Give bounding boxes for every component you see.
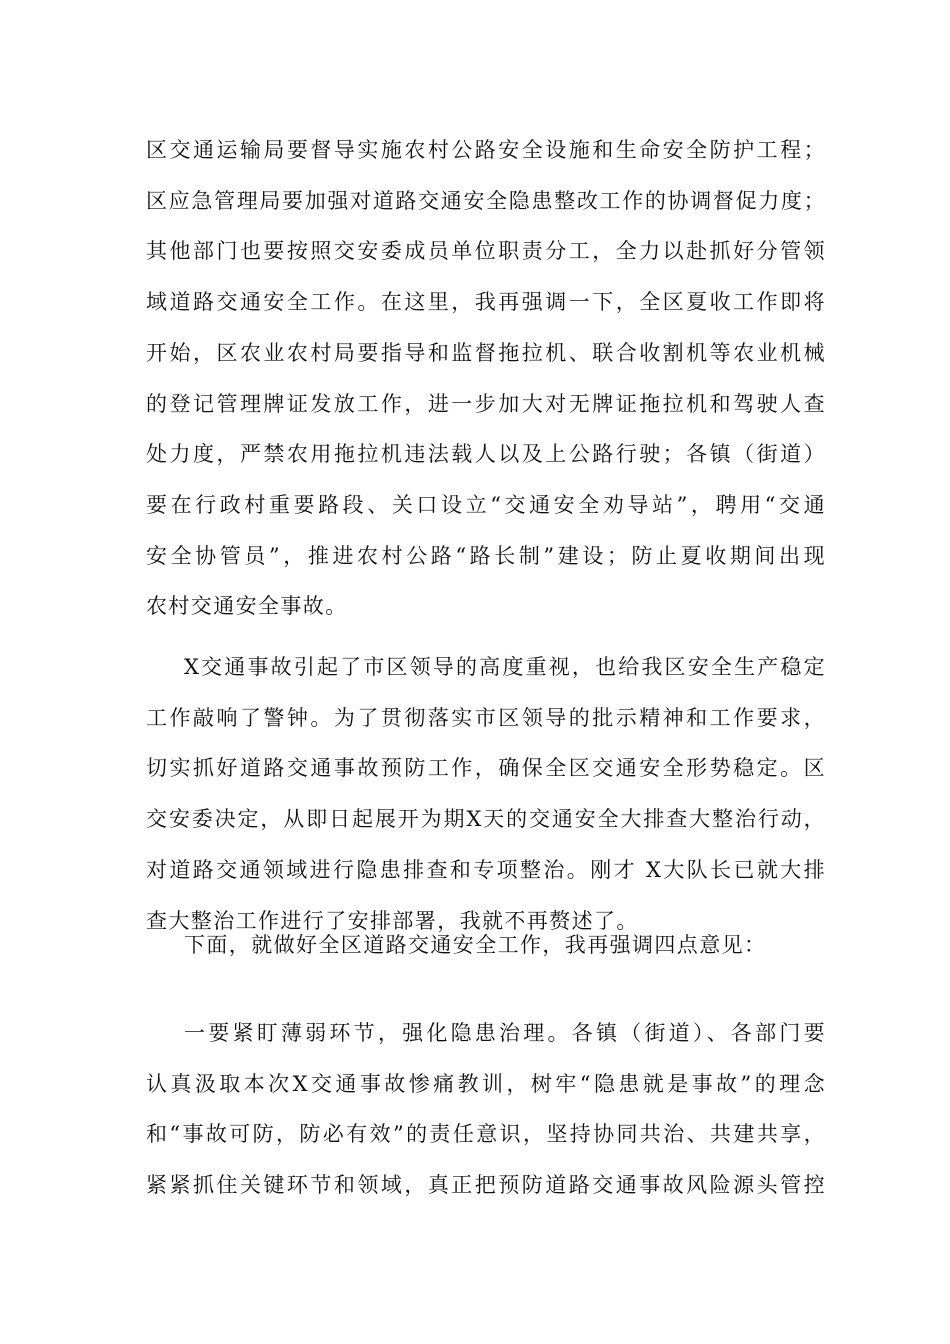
text-line: 紧紧抓住关键环节和领域，真正把预防道路交通事故风险源头管控 [146, 1173, 826, 1198]
text-line: 一要紧盯薄弱环节，强化隐患治理。各镇（街道）、各部门要 [184, 1021, 826, 1045]
text-line: 对道路交通领域进行隐患排查和专项整治。刚才 X大队长已就大排 [146, 857, 826, 882]
paragraph-2 [146, 642, 826, 946]
text-line: 和“事故可防，防必有效”的责任意识，坚持协同共治、共建共享， [146, 1122, 826, 1147]
text-line: 开始，区农业农村局要指导和监督拖拉机、联合收割机等农业机械 [146, 340, 826, 365]
text-line: 区应急管理局要加强对道路交通安全隐患整改工作的协调督促力度； [146, 188, 826, 213]
text-line: 农村交通安全事故。 [146, 594, 348, 619]
text-line: 安全协管员”，推进农村公路“路长制”建设；防止夏收期间出现 [146, 543, 826, 568]
text-line: 下面，就做好全区道路交通安全工作，我再强调四点意见： [184, 933, 767, 957]
text-line: 查大整治工作进行了安排部署，我就不再赘述了。 [146, 908, 639, 933]
text-line: 工作敲响了警钟。为了贯彻落实市区领导的批示精神和工作要求， [146, 705, 826, 730]
text-line: 要在行政村重要路段、关口设立“交通安全劝导站”，聘用“交通 [146, 492, 826, 517]
text-line: 交安委决定，从即日起展开为期X天的交通安全大排查大整治行动， [146, 807, 826, 832]
paragraph-3 [146, 920, 826, 971]
text-line: 认真汲取本次X交通事故惨痛教训，树牢“隐患就是事故”的理念 [146, 1071, 826, 1096]
paragraph-4 [146, 1008, 826, 1211]
text-line: 处力度，严禁农用拖拉机违法载人以及上公路行驶；各镇（街道） [146, 442, 826, 467]
text-line: 的登记管理牌证发放工作，进一步加大对无牌证拖拉机和驾驶人查 [146, 391, 826, 416]
text-line: 域道路交通安全工作。在这里，我再强调一下，全区夏收工作即将 [146, 290, 826, 315]
paragraph-1 [146, 125, 826, 632]
text-line: 切实抓好道路交通事故预防工作，确保全区交通安全形势稳定。区 [146, 756, 826, 781]
text-line: 区交通运输局要督导实施农村公路安全设施和生命安全防护工程； [146, 138, 826, 162]
text-line: 其他部门也要按照交安委成员单位职责分工，全力以赴抓好分管领 [146, 239, 826, 264]
text-line: X交通事故引起了市区领导的高度重视，也给我区安全生产稳定 [184, 655, 826, 679]
